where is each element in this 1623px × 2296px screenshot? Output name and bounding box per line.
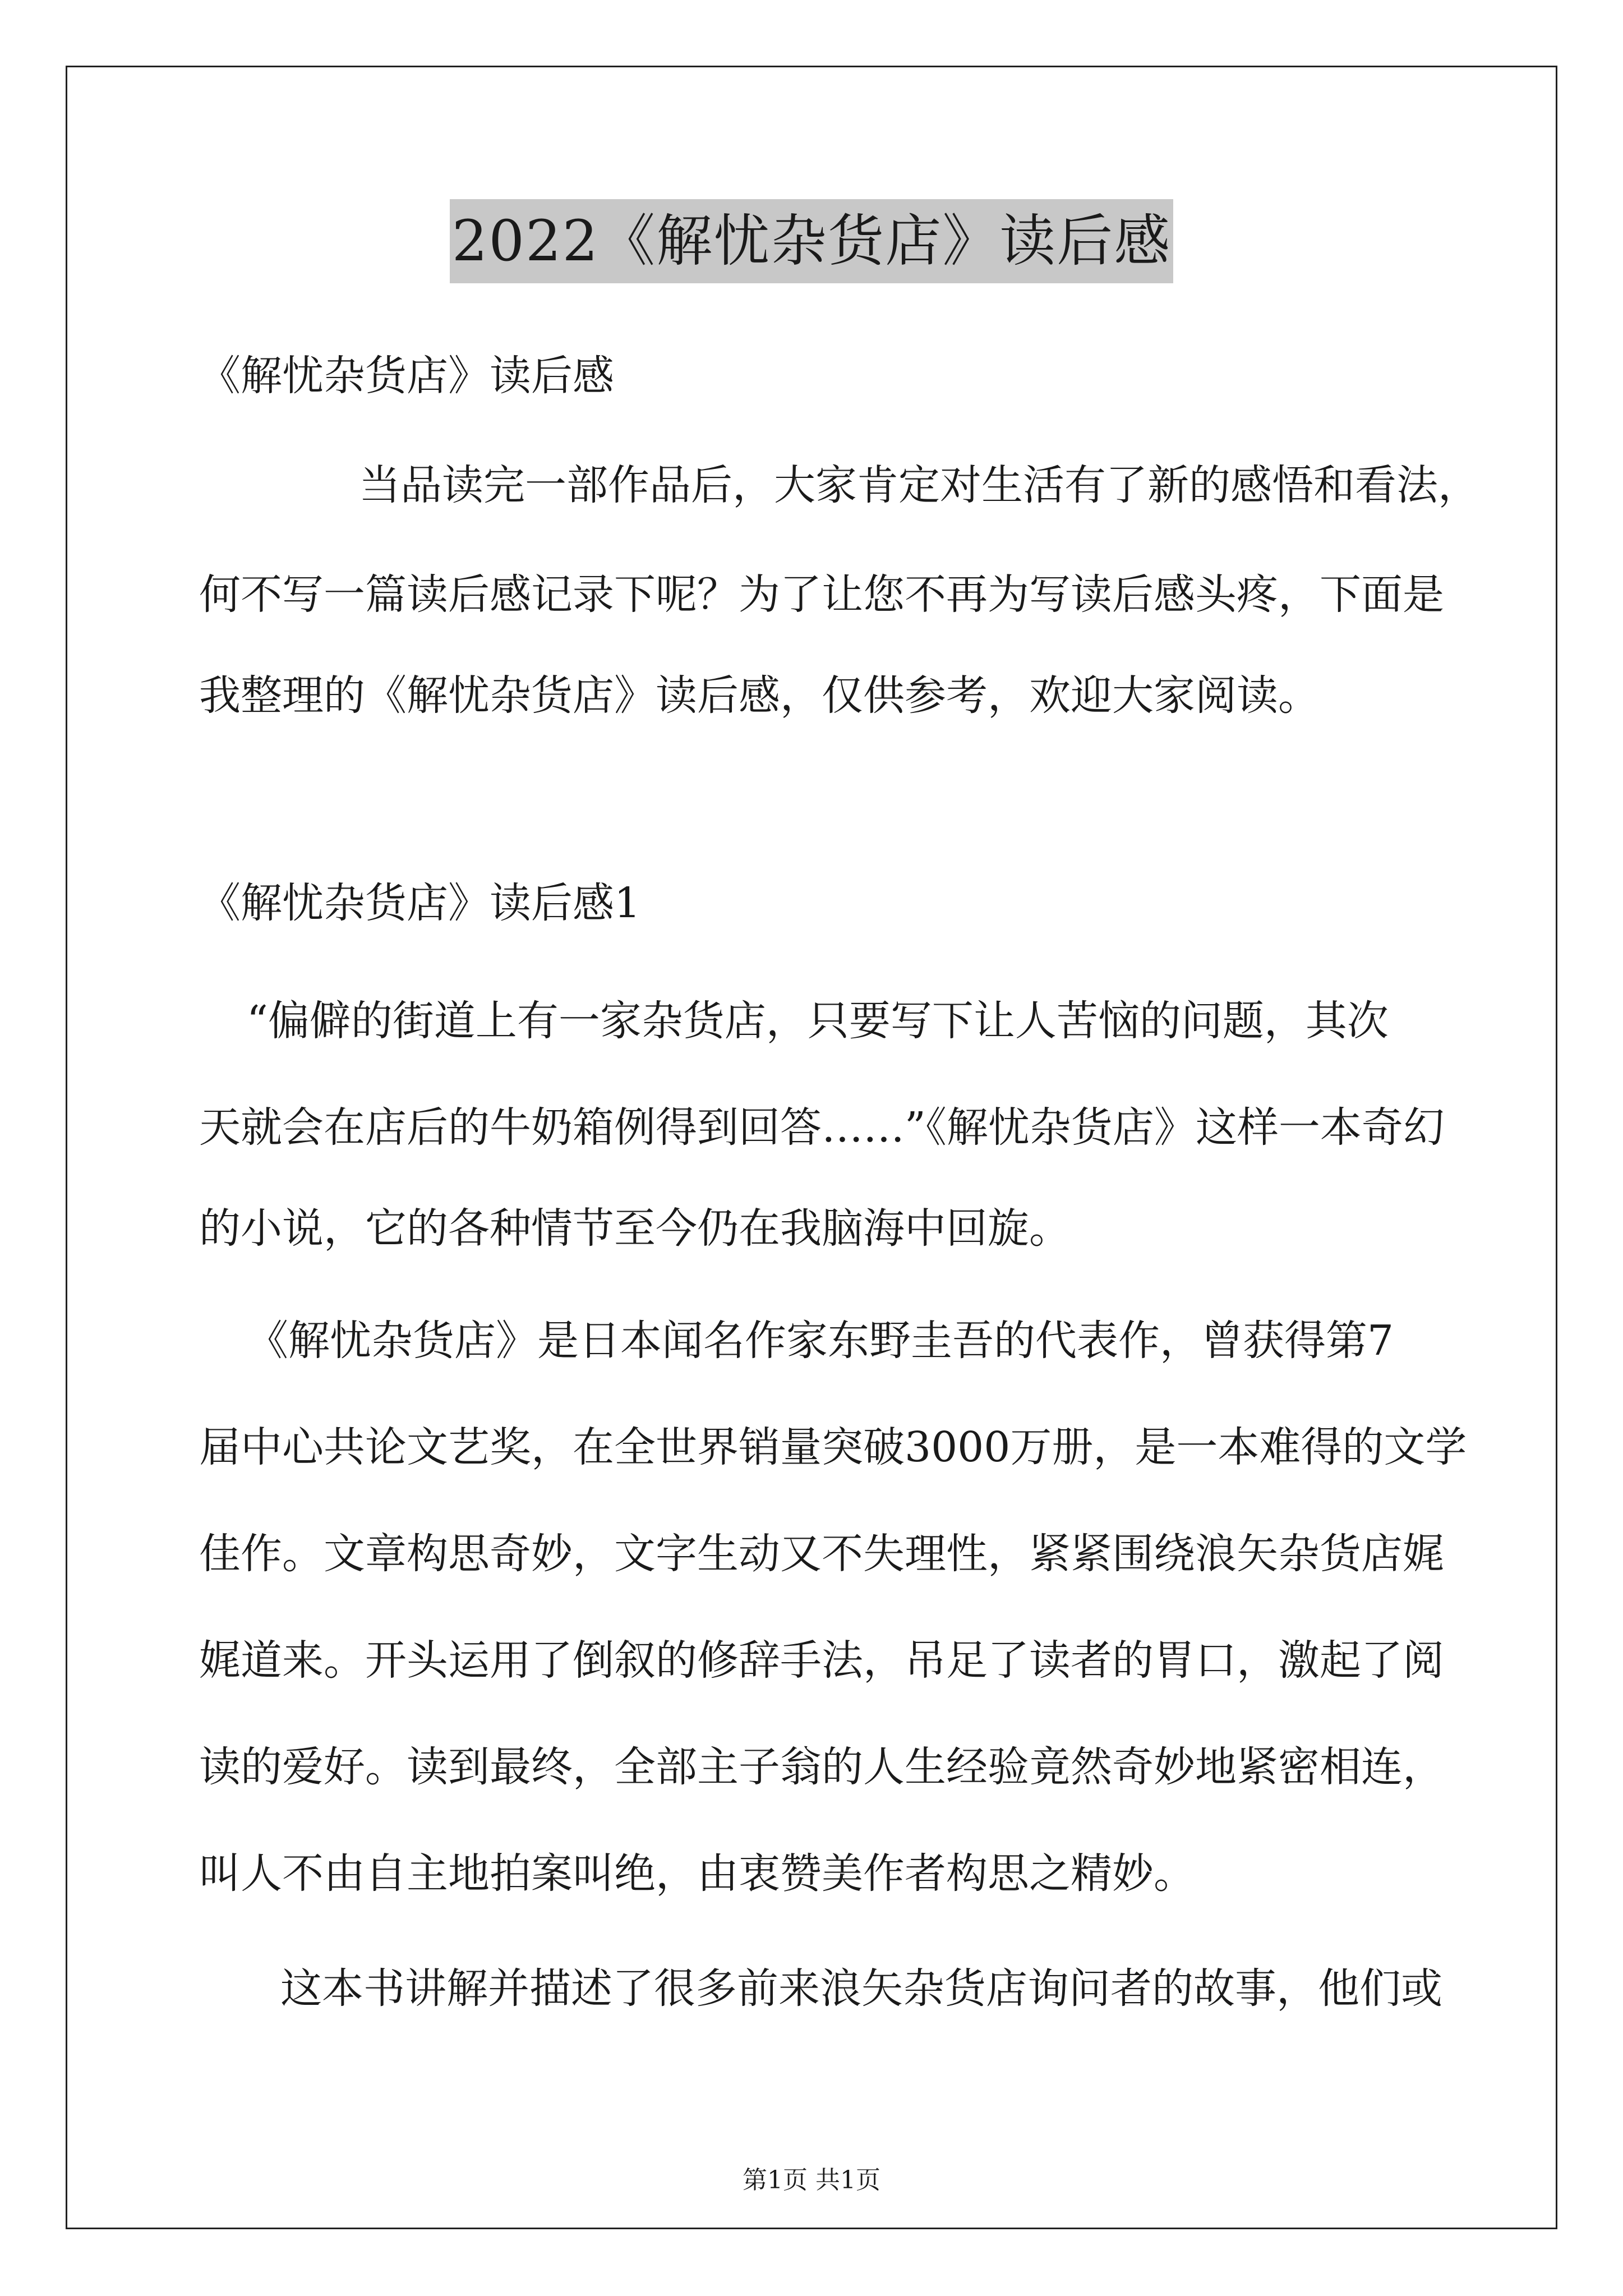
subtitle: 《解忧杂货店》读后感 <box>199 352 614 400</box>
title-wrap <box>0 199 1623 283</box>
para2-line-1: 《解忧杂货店》是日本闻名作家东野圭吾的代表作，曾获得第7 <box>247 1317 1394 1365</box>
intro-line-1: 当品读完一部作品后，大家肯定对生活有了新的感悟和看法， <box>359 461 1479 509</box>
page-footer: 第1页 共1页 <box>743 2166 880 2194</box>
para2-line-6: 叫人不由自主地拍案叫绝，由衷赞美作者构思之精妙。 <box>199 1849 1195 1898</box>
para2-line-5: 读的爱好。读到最终，全部主子翁的人生经验竟然奇妙地紧密相连， <box>199 1743 1444 1791</box>
para2-line-2: 届中心共论文艺奖，在全世界销量突破3000万册，是一本难得的文学 <box>199 1423 1467 1471</box>
para3-line-1: 这本书讲解并描述了很多前来浪矢杂货店询问者的故事，他们或 <box>280 1964 1442 2013</box>
para1-line-1: “偏僻的街道上有一家杂货店，只要写下让人苦恼的问题，其次 <box>247 997 1389 1045</box>
section-heading: 《解忧杂货店》读后感1 <box>199 879 641 927</box>
para1-line-3: 的小说，它的各种情节至今仍在我脑海中回旋。 <box>199 1204 1071 1253</box>
intro-line-3: 我整理的《解忧杂货店》读后感，仅供参考，欢迎大家阅读。 <box>199 671 1320 720</box>
para2-line-3: 佳作。文章构思奇妙，文字生动又不失理性，紧紧围绕浪矢杂货店娓 <box>199 1530 1444 1578</box>
para2-line-4: 娓道来。开头运用了倒叙的修辞手法，吊足了读者的胃口，激起了阅 <box>199 1636 1444 1685</box>
document-title: 2022《解忧杂货店》读后感 <box>450 199 1174 283</box>
para1-line-2: 天就会在店后的牛奶箱例得到回答……”《解忧杂货店》这样一本奇幻 <box>199 1103 1445 1152</box>
intro-line-2: 何不写一篇读后感记录下呢？为了让您不再为写读后感头疼，下面是 <box>199 570 1444 619</box>
